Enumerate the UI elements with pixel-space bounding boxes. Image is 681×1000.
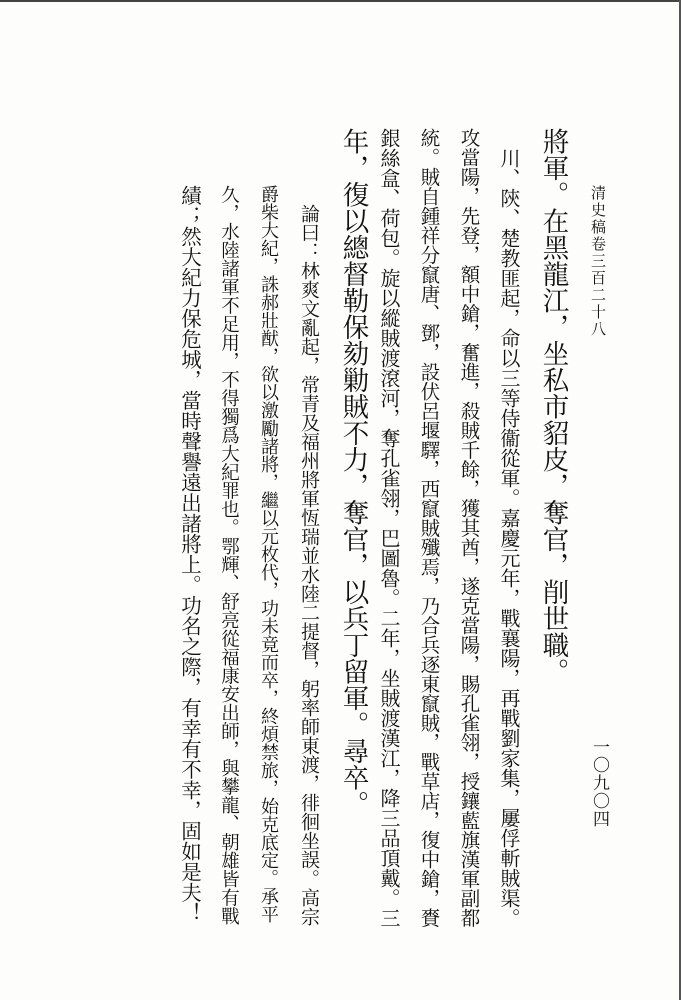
text-column-1: 將軍。在黑龍江，坐私市貂皮，奪官，削世職。 [537, 128, 569, 685]
text-column-9: 爵柴大紀，誅郝壯猷，欲以激勵諸將，繼以元枚代，功未竟而卒，終煩禁旅，始克底定。承平 [258, 185, 279, 923]
text-column-11: 績；然大紀力保危城，當時聲譽遠出諸將上。功名之際，有幸有不幸，固如是夫！ [177, 185, 202, 923]
text-column-8: 論曰：林爽文亂起，常青及福州將軍恆瑞並水陸二提督，躬率師東渡，徘徊坐誤。高宗 [298, 185, 320, 926]
text-column-3: 攻當陽，先登，額中鎗，奮進，殺賊千餘，獲其酋，遂克當陽，賜孔雀翎，授鑲藍旗漢軍副都 [457, 128, 481, 928]
text-column-10: 久，水陸諸軍不足用，不得獨爲大紀罪也。鄂輝、舒亮從福康安出師，與攀龍、朝雄皆有戰 [218, 185, 240, 925]
running-header-title: 清史稿卷三百二十八 [589, 185, 607, 338]
page-top-border [0, 0, 681, 2]
page-number: 一〇九〇四 [589, 738, 609, 828]
text-column-2: 川、陝、楚教匪起，命以三等侍衞從軍。嘉慶元年，戰襄陽，再戰劉家集，屢俘斬賊渠。 [497, 128, 521, 928]
text-column-6: 年，復以總督勒保劾勦賊不力，奪官，以兵丁留軍。尋卒。 [337, 128, 369, 817]
text-column-4: 統。賊自鍾祥分竄唐、鄧，設伏呂堰驛，西竄賊殲焉，乃合兵逐東竄賊，戰草店，復中鎗，賚 [417, 128, 441, 928]
text-column-5: 銀絲盒、荷包。旋以縱賊渡滾河，奪孔雀翎，巴圖魯。二年，坐賊渡漢江，降三品頂戴。三 [377, 128, 401, 928]
